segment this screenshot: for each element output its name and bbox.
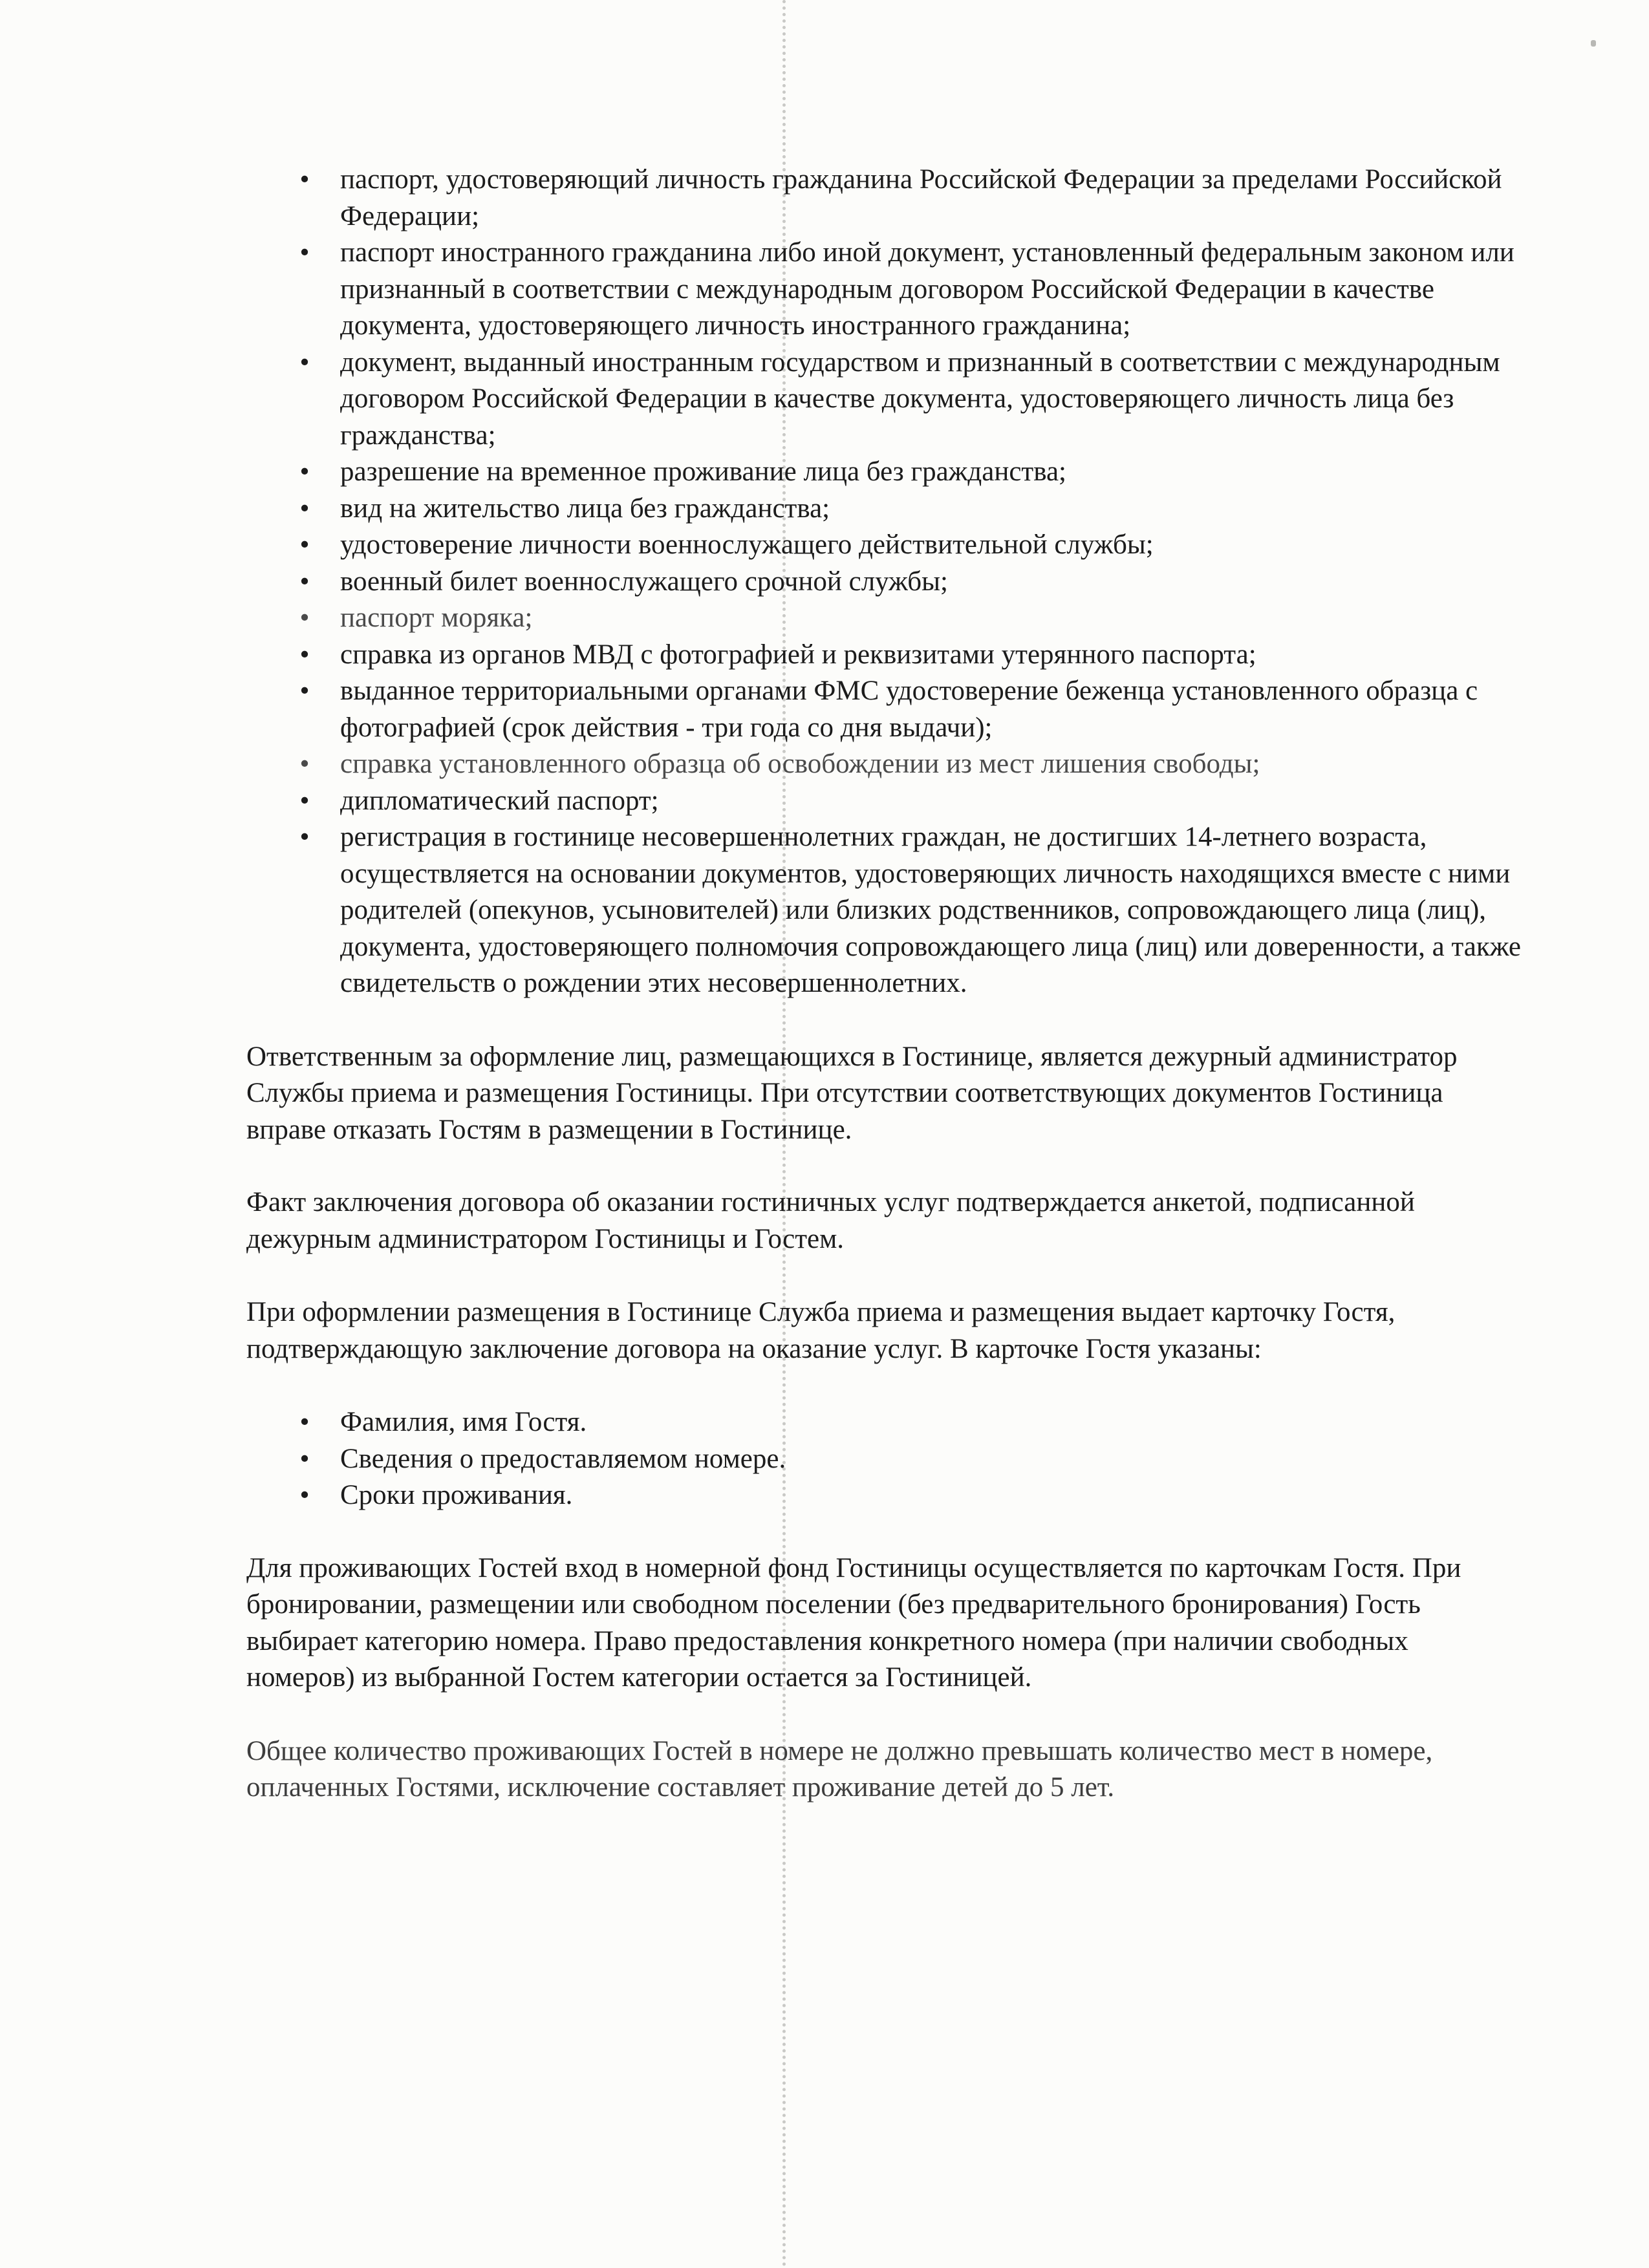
list-item-text: разрешение на временное проживание лица без гражданства;	[340, 456, 1066, 487]
list-item	[246, 564, 1524, 601]
list-item-text: регистрация в гостинице несовершеннолетних граждан, не достигших 14-летнего возраста, осуществляется на основании документов, удостоверяющих личность находящихся вместе с ними родителей (опекунов, усыновителей) или близких родственников, сопровождающего лица (лиц), документа, удостоверяющего полномочия сопровождающего лица (лиц) или доверенности, а также свидетельств о рождении этих несовершеннолетних.	[340, 822, 1521, 998]
bullet-icon: •	[299, 603, 310, 633]
list-item-text: справка установленного образца об освобождении из мест лишения свободы;	[340, 749, 1260, 779]
bullet-icon: •	[299, 237, 310, 268]
list-item-text: выданное территориальными органами ФМС удостоверение беженца установленного образца с фотографией (срок действия - три года со дня выдачи);	[340, 676, 1478, 743]
list-item	[246, 600, 1524, 637]
list-item	[246, 746, 1524, 783]
bullet-icon: •	[299, 456, 310, 487]
bullet-icon: •	[299, 785, 310, 816]
list-item	[246, 527, 1524, 564]
scan-edge-mark	[1591, 40, 1596, 47]
bullet-icon: •	[299, 164, 310, 195]
guest-card-list	[246, 1404, 1524, 1514]
bullet-icon: •	[299, 1443, 310, 1474]
list-item	[246, 1441, 1524, 1478]
bullet-icon: •	[299, 749, 310, 779]
list-item-text: справка из органов МВД с фотографией и реквизитами утерянного паспорта;	[340, 639, 1256, 670]
list-item	[246, 491, 1524, 528]
list-item	[246, 235, 1524, 345]
spacer	[246, 1148, 1524, 1184]
bullet-icon: •	[299, 676, 310, 706]
paragraph-guest-card: При оформлении размещения в Гостинице Служба приема и размещения выдает карточку Гостя, подтверждающую заключение договора на оказание услуг. В карточке Гостя указаны:	[246, 1297, 1396, 1364]
spacer	[246, 1696, 1524, 1733]
spacer	[246, 1257, 1524, 1294]
paragraph-contract: Факт заключения договора об оказании гостиничных услуг подтверждается анкетой, подписанной дежурным администратором Гостиницы и Гостем.	[246, 1187, 1415, 1254]
list-item-text: удостоверение личности военнослужащего действительной службы;	[340, 530, 1154, 560]
list-item	[246, 1404, 1524, 1441]
paragraph-responsible: Ответственным за оформление лиц, размещающихся в Гостинице, является дежурный администратор Службы приема и размещения Гостиницы. При отсутствии соответствующих документов Гостиница вправе отказать Гостям в размещении в Гостинице.	[246, 1041, 1458, 1145]
list-item-text: паспорт иностранного гражданина либо иной документ, установленный федеральным законом или признанный в соответствии с международным договором Российской Федерации в качестве документа, удостоверяющего личность иностранного гражданина;	[340, 237, 1514, 341]
bullet-icon: •	[299, 347, 310, 378]
bullet-icon: •	[299, 822, 310, 852]
bullet-icon: •	[299, 1480, 310, 1510]
list-item	[246, 783, 1524, 820]
spacer	[246, 1367, 1524, 1404]
bullet-icon: •	[299, 639, 310, 670]
list-item-text: паспорт моряка;	[340, 603, 533, 633]
list-item-text: паспорт, удостоверяющий личность гражданина Российской Федерации за пределами Российской Федерации;	[340, 164, 1502, 231]
list-item	[246, 1477, 1524, 1514]
list-item	[246, 673, 1524, 746]
documents-list	[246, 162, 1524, 1002]
list-item-text: Сроки проживания.	[340, 1480, 573, 1510]
list-item-text: военный билет военнослужащего срочной службы;	[340, 566, 948, 597]
list-item-text: дипломатический паспорт;	[340, 785, 659, 816]
list-item-text: документ, выданный иностранным государством и признанный в соответствии с международным договором Российской Федерации в качестве документа, удостоверяющего личность лица без гражданства;	[340, 347, 1500, 451]
list-item-text: Сведения о предоставляемом номере.	[340, 1443, 786, 1474]
list-item	[246, 819, 1524, 1002]
bullet-icon: •	[299, 566, 310, 597]
paragraph-room-access: Для проживающих Гостей вход в номерной фонд Гостиницы осуществляется по карточкам Гостя. При бронировании, размещении или свободном поселении (без предварительного бронирования) Гость выбирает категорию номера. Право предоставления конкретного номера (при наличии свободных номеров) из выбранной Гостем категории остается за Гостиницей.	[246, 1552, 1461, 1693]
paragraph-occupancy: Общее количество проживающих Гостей в номере не должно превышать количество мест в номере, оплаченных Гостями, исключение составляет проживание детей до 5 лет.	[246, 1735, 1433, 1803]
list-item	[246, 454, 1524, 491]
bullet-icon: •	[299, 530, 310, 560]
list-item	[246, 162, 1524, 235]
list-item-text: Фамилия, имя Гостя.	[340, 1407, 587, 1437]
list-item	[246, 637, 1524, 674]
list-item-text: вид на жительство лица без гражданства;	[340, 493, 830, 524]
list-item	[246, 345, 1524, 455]
spacer	[246, 1002, 1524, 1039]
spacer	[246, 1514, 1524, 1550]
bullet-icon: •	[299, 1407, 310, 1437]
document-body	[246, 162, 1524, 1806]
bullet-icon: •	[299, 493, 310, 524]
